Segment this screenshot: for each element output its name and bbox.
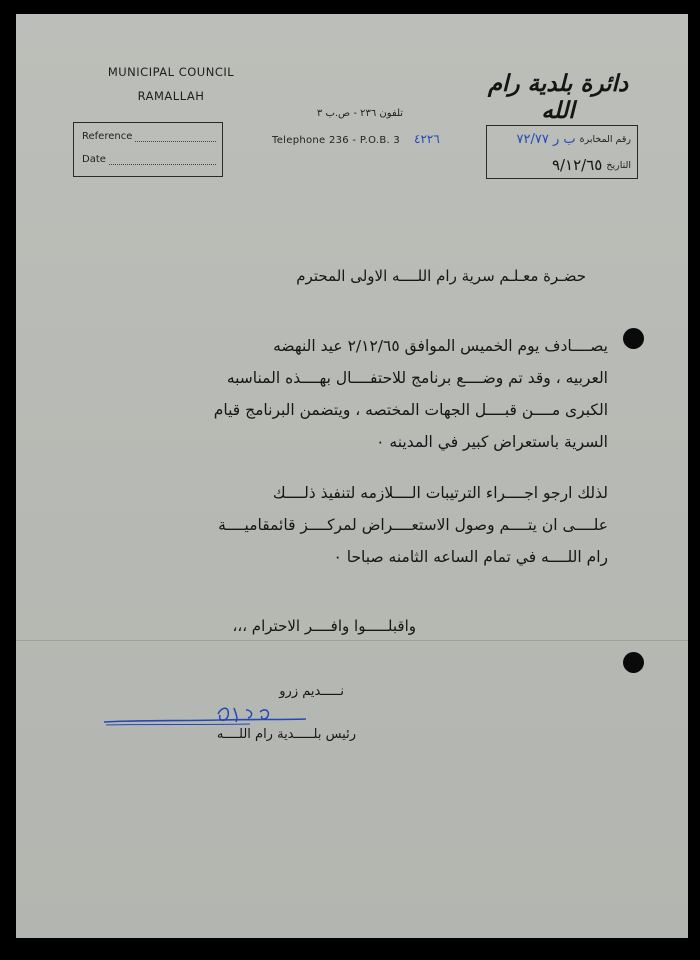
punch-hole-bottom (623, 652, 644, 673)
city-name: RAMALLAH (137, 89, 205, 103)
date-line (82, 154, 216, 165)
arabic-reference-label: رقم المخابرة (579, 134, 631, 145)
contact-english: Telephone 236 - P.O.B. 3 (272, 135, 401, 146)
handwritten-reference-number: ٤٢٢٦ (414, 132, 440, 146)
paragraph-1-line: يصــــادف يوم الخميس الموافق ٢/١٢/٦٥ عيد النهضه (273, 339, 608, 355)
signer-title: رئيس بلـــــدية رام اللــــه (216, 727, 356, 742)
punch-hole-top (623, 328, 644, 349)
reference-box-arabic (486, 125, 638, 179)
arabic-date-value: ٩/١٢/٦٥ (551, 156, 603, 174)
reference-dotted-line (135, 132, 216, 142)
paragraph-1-line: الكبرى مــــن قبــــل الجهات المختصه ، ويتضمن البرنامج قيام (213, 403, 608, 419)
letter-page (16, 14, 688, 938)
paragraph-1-line: السرية باستعراض كبير في المدينه ٠ (376, 435, 608, 451)
reference-line (82, 131, 216, 142)
paragraph-2-line: رام اللــــه في تمام الساعه الثامنه صباحا ٠ (333, 550, 608, 566)
signer-name: نـــــديم زرو (279, 684, 344, 699)
paragraph-2-line: لذلك ارجو اجــــراء الترتيبات الــــلازمه لتنفيذ ذلــــك (272, 486, 608, 502)
date-dotted-line (109, 155, 216, 165)
municipality-logo-arabic: دائرة بلدية رام الله (487, 70, 629, 124)
arabic-date-label: التاريخ (606, 159, 631, 171)
closing-line: واقبلـــــوا وافــــر الاحترام ،،، (232, 617, 416, 635)
paragraph-2 (118, 486, 608, 582)
paper-fold-line (16, 640, 688, 641)
date-label: Date (82, 154, 106, 165)
addressee-line: حضـرة معـلـم سرية رام اللــــه الاولى المحترم (296, 267, 586, 285)
paragraph-1 (118, 339, 608, 467)
reference-label: Reference (82, 131, 133, 142)
arabic-reference-row (517, 132, 631, 147)
arabic-date-row (552, 156, 631, 174)
council-name: MUNICIPAL COUNCIL (107, 65, 235, 79)
contact-arabic: تلفون ٢٣٦ - ص.ب ٣ (316, 108, 404, 119)
paragraph-1-line: العربيه ، وقد تم وضــــع برنامج للاحتفــــال بهــــذه المناسبه (226, 371, 608, 387)
arabic-reference-value: ب ر ٧٢/٧٧ (516, 132, 576, 147)
paragraph-2-line: علــــى ان يتــــم وصول الاستعــــراض لمركــــز قائمقاميــــة (218, 518, 608, 534)
reference-box-english (73, 122, 223, 177)
